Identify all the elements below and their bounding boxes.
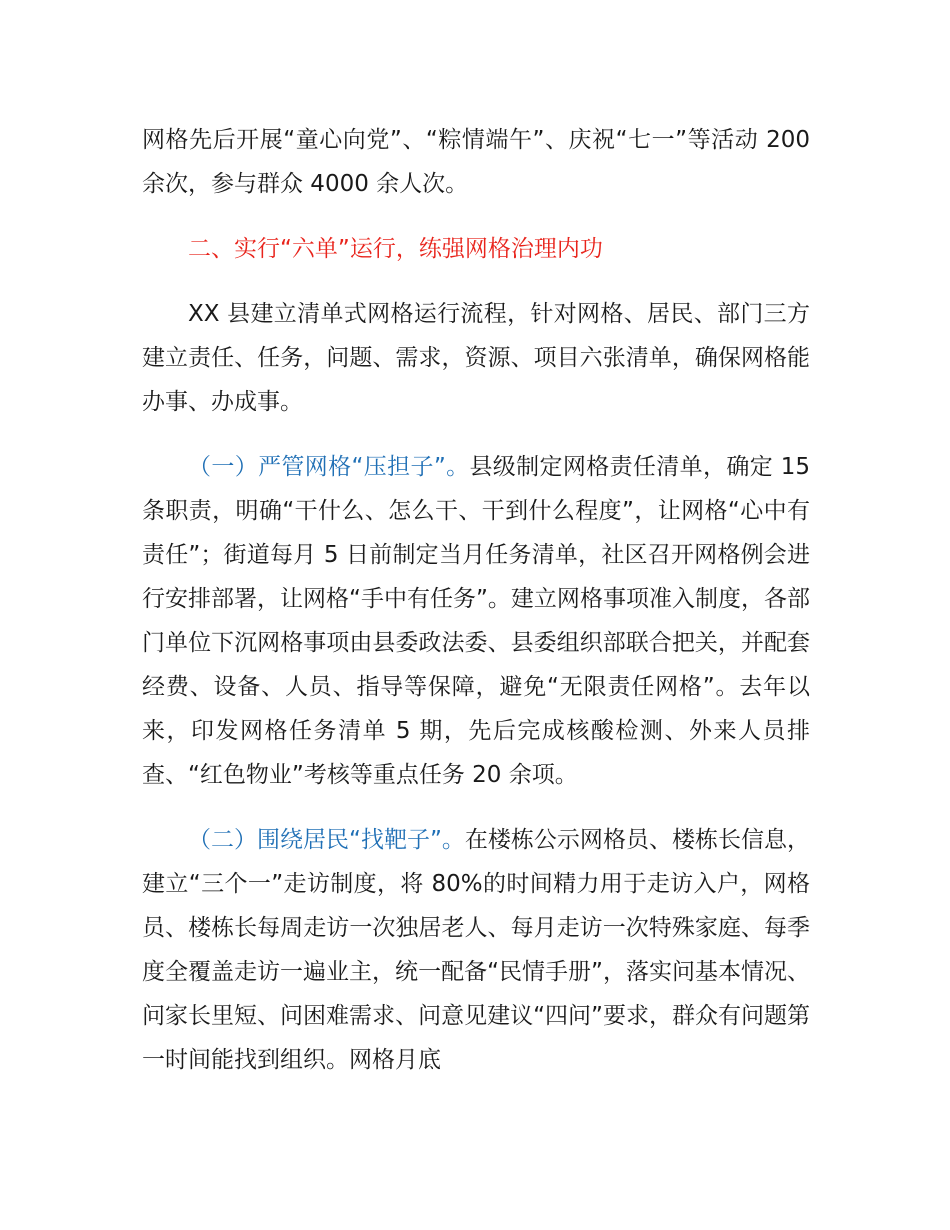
item-2-heading: （二）围绕居民“找靶子”。 [188, 827, 465, 853]
item-2-text: 在楼栋公示网格员、楼栋长信息，建立“三个一”走访制度，将 80%的时间精力用于走访入户，网格员、楼栋长每周走访一次独居老人、每月走访一次特殊家庭、每季度全覆盖走访一遍业主，统一配备“民情手册”，落实问基本情况、问家长里短、问困难需求、问意见建议“四问”要求，群众有问题第一时间能找到组织。网格月底 [142, 827, 810, 1073]
intro-paragraph: XX 县建立清单式网格运行流程，针对网格、居民、部门三方建立责任、任务，问题、需求，资源、项目六张清单，确保网格能办事、办成事。 [142, 301, 810, 415]
item-2-paragraph [142, 818, 810, 1082]
item-1-paragraph [142, 445, 810, 797]
section-heading: 二、实行“六单”运行，练强网格治理内功 [188, 236, 603, 262]
item-1-text: 县级制定网格责任清单，确定 15 条职责，明确“干什么、怎么干、干到什么程度”，让网格“心中有责任”；街道每月 5 日前制定当月任务清单，社区召开网格例会进行安排部署，让网格“手中有任务”。建立网格事项准入制度，各部门单位下沉网格事项由县委政法委、县委组织部联合把关，并配套经费、设备、人员、指导等保障，避免“无限责任网格”。去年以来，印发网格任务清单 5 期，先后完成核酸检测、外来人员排查、“红色物业”考核等重点任务 20 余项。 [142, 454, 810, 788]
document-body [142, 118, 810, 1082]
paragraph-continued: 网格先后开展“童心向党”、“粽情端午”、庆祝“七一”等活动 200 余次，参与群众 4000 余人次。 [142, 127, 810, 197]
item-1-heading: （一）严管网格“压担子”。 [188, 454, 470, 480]
